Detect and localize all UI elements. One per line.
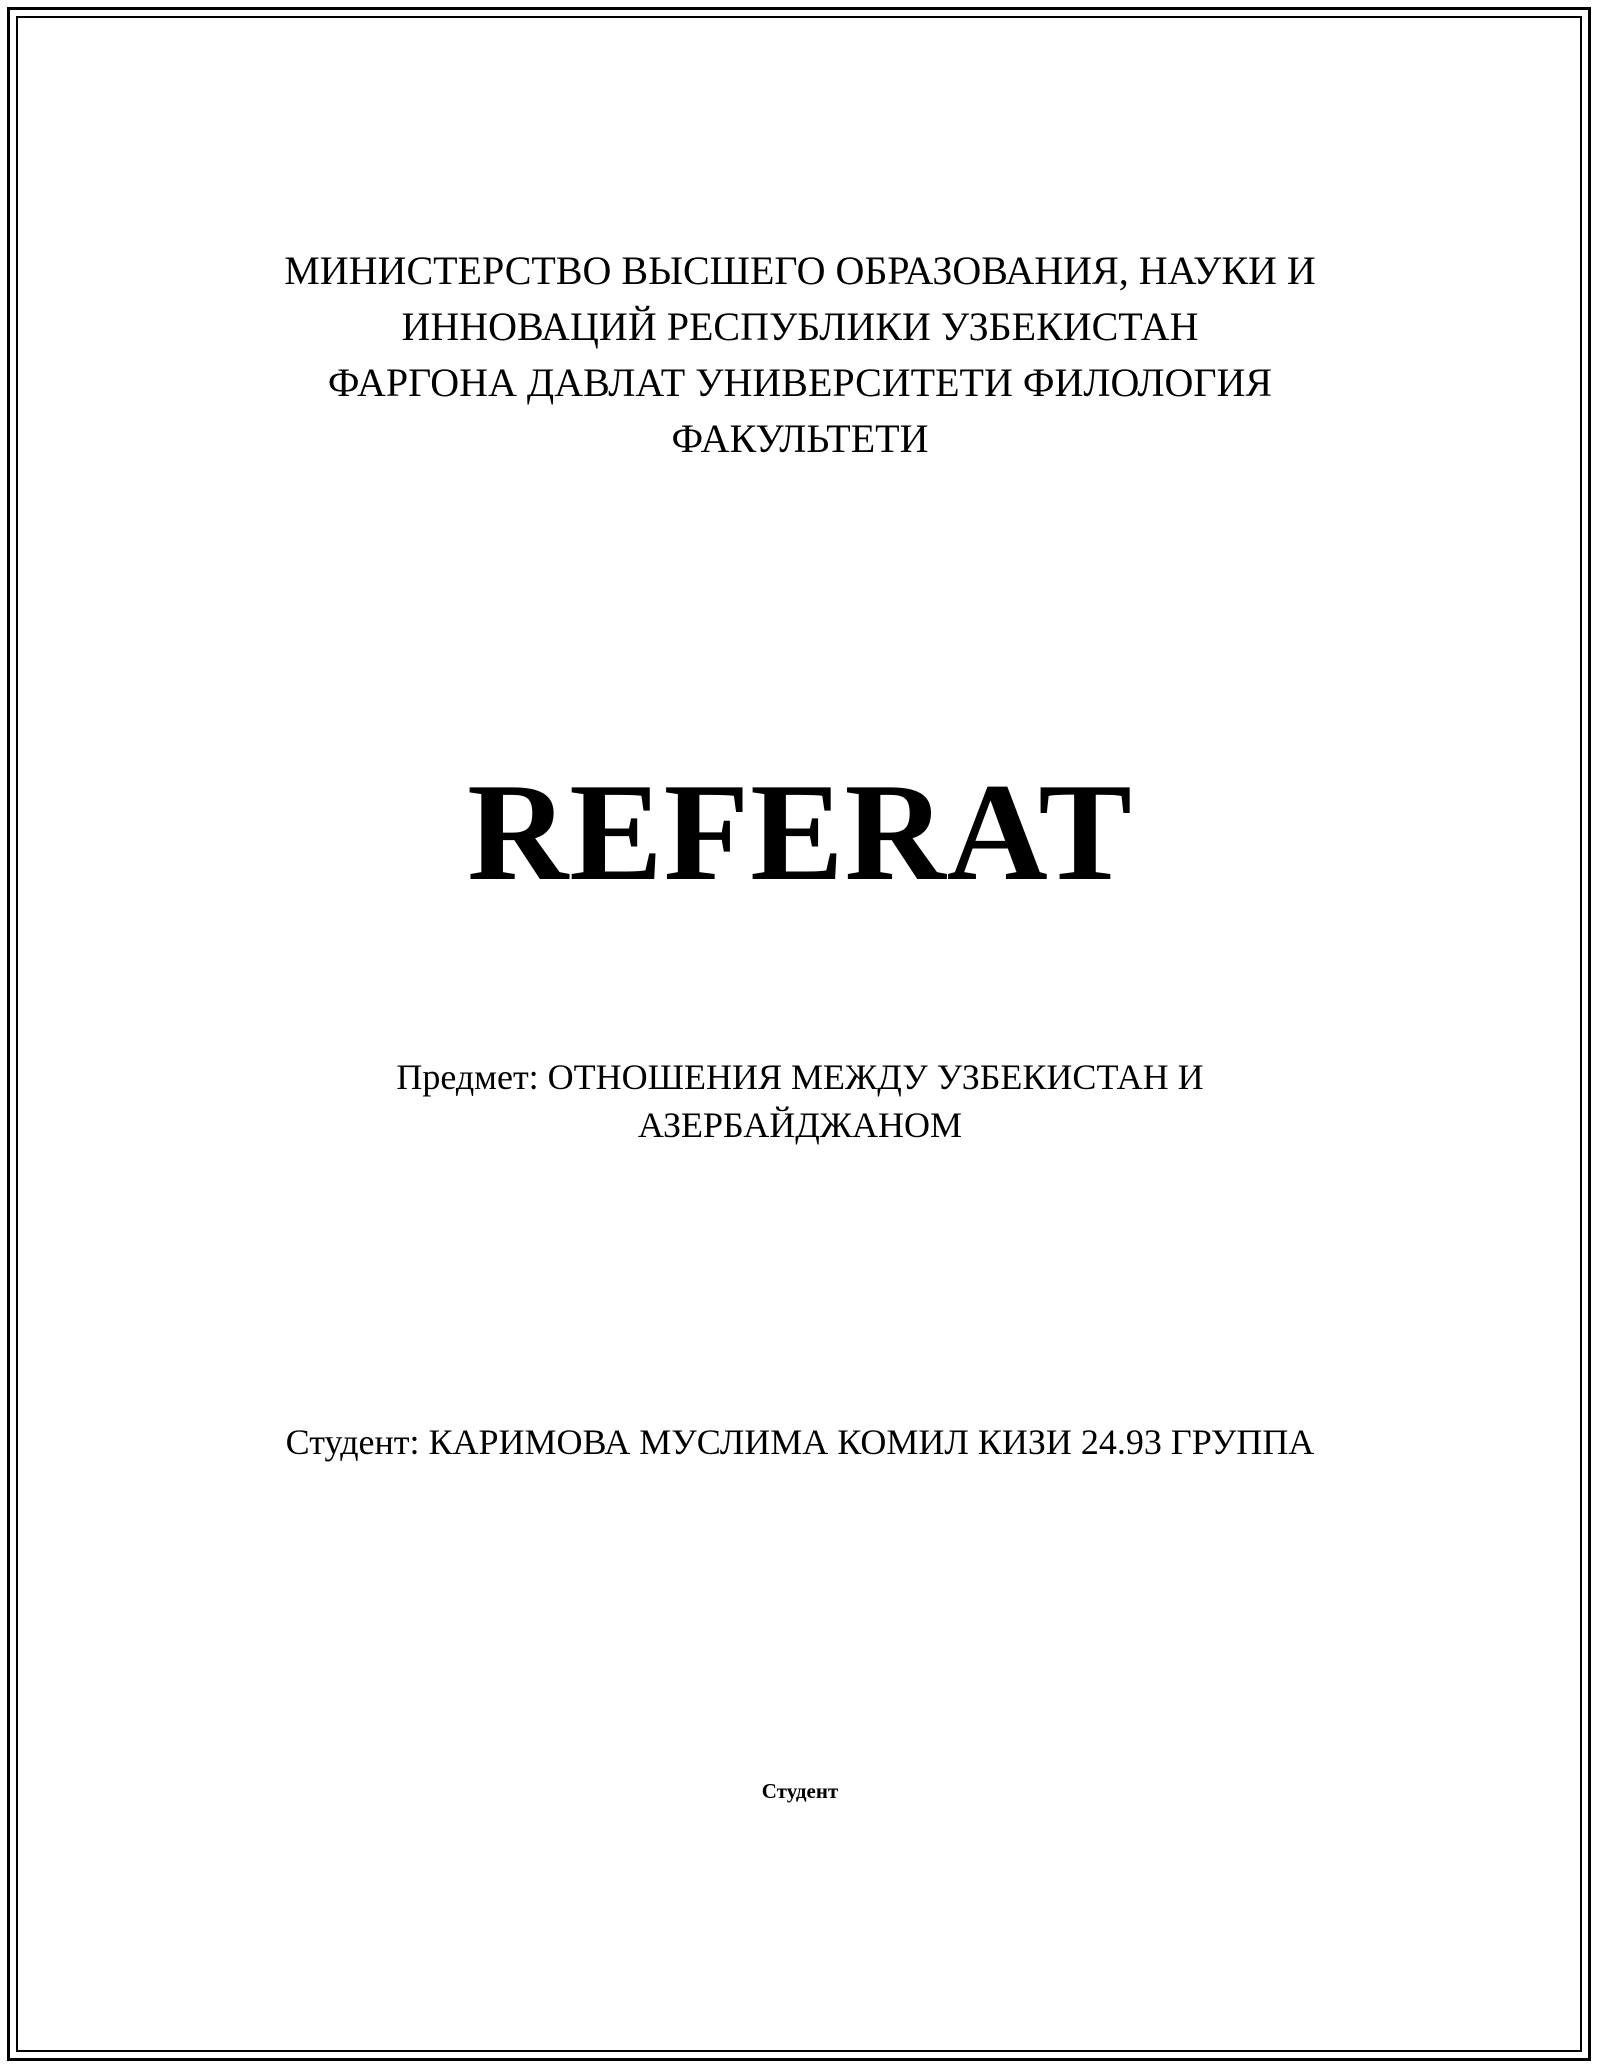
- ministry-header: [0, 243, 1600, 467]
- header-line: ФАРГОНА ДАВЛАТ УНИВЕРСИТЕТИ ФИЛОЛОГИЯ: [327, 360, 1273, 405]
- footer-student-label: Студент: [761, 1779, 839, 1803]
- document-title: REFERAT: [467, 755, 1133, 910]
- subject-line: АЗЕРБАЙДЖАНОМ: [637, 1105, 963, 1145]
- subject-block: [0, 1053, 1600, 1149]
- header-line: ФАКУЛЬТЕТИ: [671, 416, 929, 461]
- header-line: ИННОВАЦИЙ РЕСПУБЛИКИ УЗБЕКИСТАН: [401, 304, 1199, 349]
- student-info: Студент: КАРИМОВА МУСЛИМА КОМИЛ КИЗИ 24.93 ГРУППА: [285, 1422, 1315, 1462]
- subject-line: Предмет: ОТНОШЕНИЯ МЕЖДУ УЗБЕКИСТАН И: [396, 1057, 1204, 1097]
- header-line: МИНИСТЕРСТВО ВЫСШЕГО ОБРАЗОВАНИЯ, НАУКИ И: [284, 248, 1316, 293]
